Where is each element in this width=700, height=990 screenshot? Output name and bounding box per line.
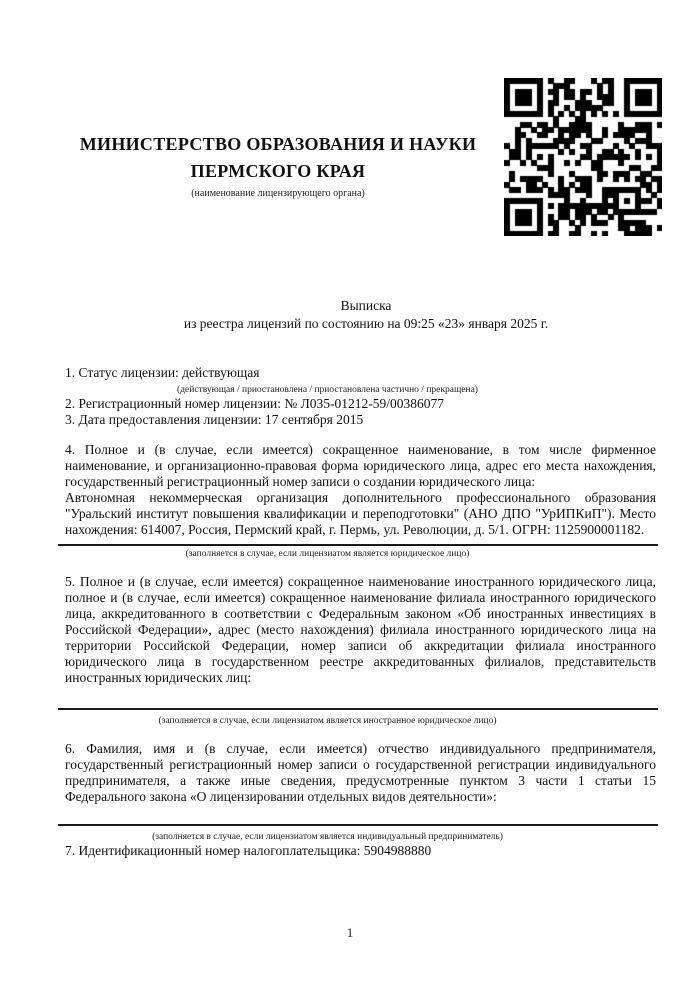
title-line2: из реестра лицензий по состоянию на 09:25 «23» января 2025 г.: [183, 315, 549, 331]
entrepreneur-question: 6. Фамилия, имя и (в случае, если имеется) отчество индивидуального предпринимателя, государственный регистрационный номер записи о государственной регистрации индивидуального предпринимателя, а также иные сведения, предусмотренные пунктом 3 части 1 статьи 15 Федерального закона «О лицензировании отдельных видов деятельности»:: [65, 741, 656, 804]
authority-name-line1: МИНИСТЕРСТВО ОБРАЗОВАНИЯ И НАУКИ: [79, 134, 477, 154]
legal-entity-question: 4. Полное и (в случае, если имеется) сокращенное наименование, в том числе фирменное наименование, и организационно-правовая форма юридического лица, адрес его места нахождения, государственный регистрационный номер записи о создании юридического лица:: [65, 442, 656, 489]
document-body: [65, 365, 656, 859]
legal-entity-caption: (заполняется в случае, если лицензиатом является юридическое лицо): [185, 549, 470, 559]
foreign-entity-question: 5. Полное и (в случае, если имеется) сокращенное наименование иностранного юридического лица, полное и (в случае, если имеется) сокращенное наименование филиала иностранного юридического лица, аккредитованного в соответствии с Федеральным законом «Об иностранных инвестициях в Российской Федерации», адрес (место нахождения) филиала иностранного юридического лица на территории Российской Федерации, номер записи об аккредитации филиала иностранного юридического лица в государственном реестре аккредитованных филиалов, представительств иностранных юридических лиц:: [65, 574, 656, 685]
legal-entity-value: Автономная некоммерческая организация дополнительного профессионального образования "Уральский институт повышения квалификации и переподготовки" (АНО ДПО "УрИПКиП"). Место нахождения: 614007, Россия, Пермский край, г. Пермь, ул. Революции, д. 5/1. ОГРН: 1125900001182.: [65, 490, 656, 537]
item-individual-entrepreneur: [65, 741, 656, 805]
entrepreneur-field-line: [58, 824, 658, 826]
item-license-date: 3. Дата предоставления лицензии: 17 сентября 2015: [65, 412, 364, 427]
authority-name-line2: ПЕРМСКОГО КРАЯ: [190, 161, 366, 181]
letterhead: [64, 131, 492, 200]
licensing-authority-name: [64, 131, 492, 185]
item-registration-number: 2. Регистрационный номер лицензии: № Л035-01212-59/00386077: [65, 396, 445, 411]
item-taxpayer-number: 7. Идентификационный номер налогоплательщика: 5904988880: [65, 843, 432, 858]
qr-code-container: [504, 78, 662, 236]
license-status-caption: (действующая / приостановлена / приостановлена частично / прекращена): [177, 385, 478, 395]
foreign-entity-field-line: [58, 708, 658, 710]
item-legal-entity: [65, 442, 656, 538]
page-number: 1: [346, 925, 354, 940]
legal-entity-field-line: [58, 544, 658, 546]
item-license-status: 1. Статус лицензии: действующая: [65, 365, 260, 380]
qr-code: [504, 78, 662, 236]
title-line1: Выписка: [340, 298, 392, 313]
item-foreign-entity: [65, 574, 656, 686]
authority-name-caption: (наименование лицензирующего органа): [191, 188, 365, 199]
foreign-entity-caption: (заполняется в случае, если лицензиатом является иностранное юридическое лицо): [158, 716, 497, 726]
document-title: [70, 297, 662, 332]
entrepreneur-caption: (заполняется в случае, если лицензиатом является индивидуальный предприниматель): [152, 832, 503, 842]
